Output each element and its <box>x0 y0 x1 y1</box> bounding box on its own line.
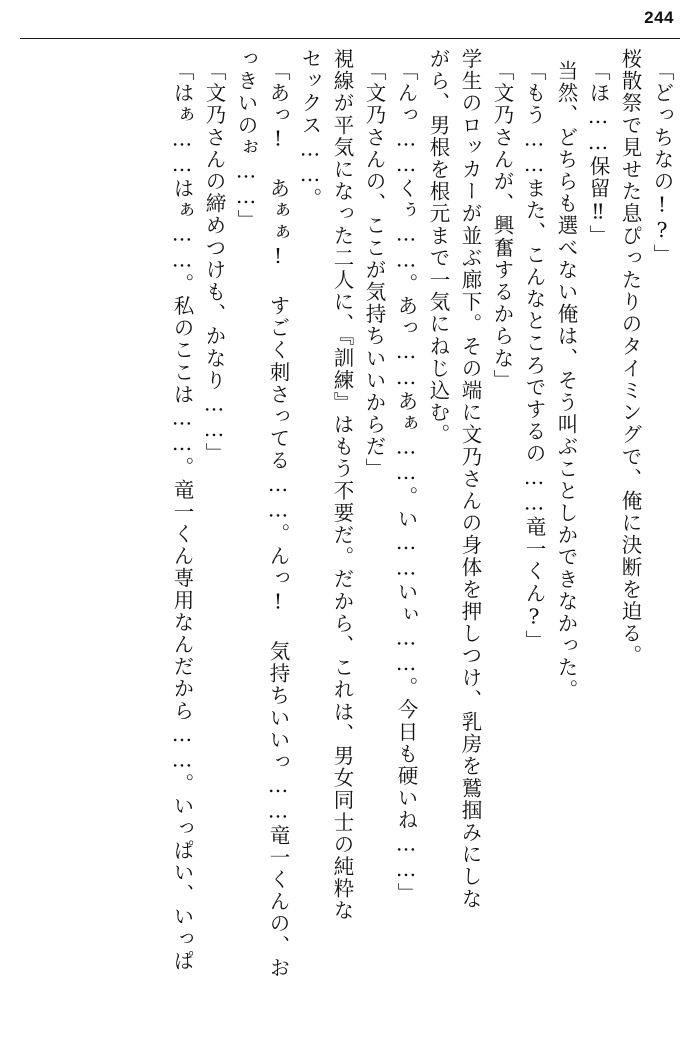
text-line: っきいのぉ……」 <box>234 48 258 232</box>
page-number: 244 <box>644 8 674 27</box>
text-line: 視線が平気になった二人に、『訓練』はもう不要だ。だから、これは、男女同士の純粋な <box>330 48 354 922</box>
text-line: 「文乃さんが、興奮するからな」 <box>490 60 514 392</box>
text-line: 「ほ……保留‼」 <box>586 60 610 248</box>
text-line: 「んっ……くぅ……。あっ……あぁ……。い……いぃ……。今日も硬いね……」 <box>394 60 418 905</box>
header-rule <box>20 38 680 39</box>
text-line: 学生のロッカーが並ぶ廊下。その端に文乃さんの身体を押しつけ、乳房を鷲掴みにしな <box>458 48 482 910</box>
body-text <box>20 48 678 1034</box>
text-line: がら、男根を根元まで一気にねじ込む。 <box>426 48 450 446</box>
text-line: 「文乃さんの、ここが気持ちいいからだ」 <box>362 60 386 480</box>
text-line: 当然、どちらも選べない俺は、そう叫ぶことしかできなかった。 <box>554 60 578 701</box>
text-line: 「文乃さんの締めつけも、かなり……」 <box>202 60 226 465</box>
text-line: 「もう……また、こんなところでするの……竜一くん?」 <box>522 60 546 653</box>
text-line: セックス……。 <box>298 48 322 210</box>
text-line: 「はぁ……はぁ……。私のここは……。竜一くん専用なんだから……。いっぱい、いっぱ <box>170 60 194 972</box>
text-line: 桜散祭で見せた息ぴったりのタイミングで、俺に決断を迫る。 <box>618 48 642 667</box>
text-line: 「あっ! あぁぁ! すごく刺さってる……。んっ! 気持ちいいっ……竜一くんの、お <box>266 60 290 979</box>
text-line: 「どっちなの!?」 <box>650 60 674 266</box>
